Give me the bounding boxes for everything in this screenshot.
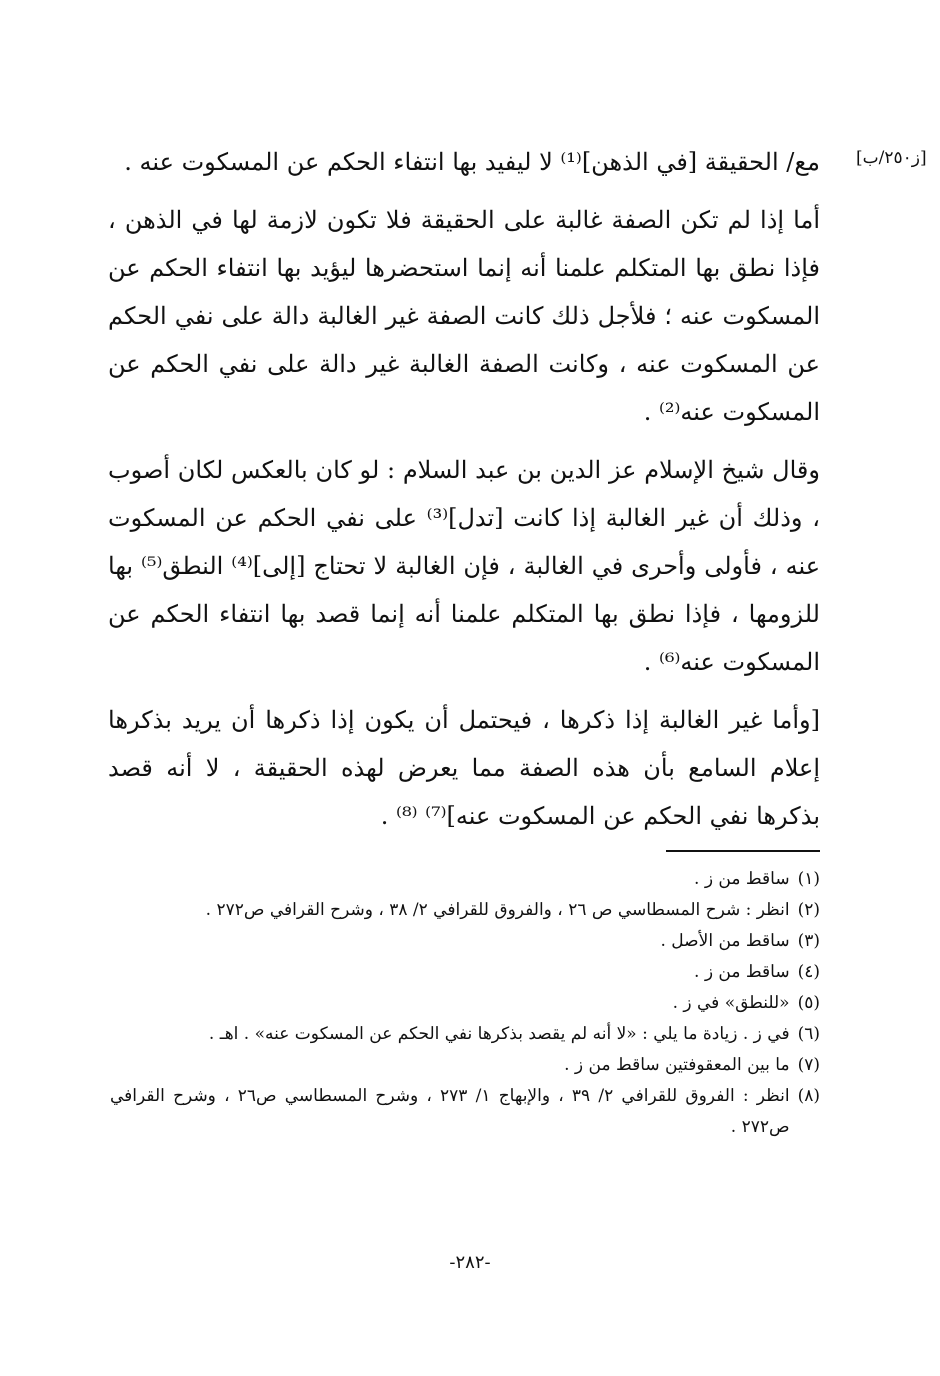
paragraph: [وأما غير الغالبة إذا ذكرها ، فيحتمل أن يكون إذا ذكرها أن يريد بذكرها إعلام السامع بأن هذه الصفة مما يعرض لهذه الحقيقة ، لا أنه قصد بذكرها نفي الحكم عن المسكوت عنه]⁽⁷⁾ ⁽⁸⁾ . — [108, 706, 820, 830]
footnote — [110, 1019, 820, 1050]
footnote-number: (٧) — [797, 1055, 820, 1075]
footnote-number: (٥) — [797, 993, 820, 1013]
footnote-number: (١) — [797, 869, 820, 889]
footnote — [110, 864, 820, 895]
paragraph: وقال شيخ الإسلام عز الدين بن عبد السلام : لو كان بالعكس لكان أصوب ، وذلك أن غير الغالبة إذا كانت [تدل]⁽³⁾ على نفي الحكم عن المسكوت عنه ، فأولى وأحرى في الغالبة ، فإن الغالبة لا تحتاج [إلى]⁽⁴⁾ النطق⁽⁵⁾ بها للزومها ، فإذا نطق بها المتكلم علمنا أنه إنما قصد بها انتفاء الحكم عن المسكوت عنه⁽⁶⁾ . — [108, 456, 821, 676]
footnote-number: (٨) — [797, 1086, 820, 1106]
paragraph: أما إذا لم تكن الصفة غالبة على الحقيقة فلا تكون لازمة لها في الذهن ، فإذا نطق بها المتكلم علمنا أنه إنما استحضرها ليؤيد بها انتفاء الحكم عن المسكوت عنه ؛ فلأجل ذلك كانت الصفة غير الغالبة دالة على نفي الحكم عن المسكوت عنه ، وكانت الصفة الغالبة غير دالة على نفي الحكم عن المسكوت عنه⁽²⁾ . — [108, 206, 820, 426]
main-text — [108, 138, 820, 840]
footnote — [110, 957, 820, 988]
footnote-text: ساقط من الأصل . — [660, 931, 790, 951]
footnote-text: ساقط من ز . — [694, 962, 790, 982]
footnote — [110, 895, 820, 926]
footnote-text: انظر : الفروق للقرافي ٢/ ٣٩ ، والإبهاج ١/ ٢٧٣ ، وشرح المسطاسي ص٢٦ ، وشرح القرافي ص٢٧٢ . — [110, 1086, 790, 1137]
footnote-number: (٤) — [797, 962, 820, 982]
manuscript-margin-reference: [ز٢٥٠/ب] — [856, 148, 927, 168]
footnote-text: ما بين المعقوفتين ساقط من ز . — [564, 1055, 790, 1075]
footnote — [110, 1050, 820, 1081]
paragraph: مع/ الحقيقة [في الذهن]⁽¹⁾ لا ليفيد بها انتفاء الحكم عن المسكوت عنه . — [124, 148, 820, 176]
footnote-text: ساقط من ز . — [694, 869, 790, 889]
footnote-text: «للنطق» في ز . — [672, 993, 790, 1013]
page-number: -٢٨٢- — [449, 1252, 491, 1273]
footnotes — [110, 864, 820, 1143]
footnote — [110, 988, 820, 1019]
footnote-number: (٦) — [797, 1024, 820, 1044]
footnote-separator — [666, 850, 820, 852]
footnote — [110, 1081, 820, 1143]
footnote-text: انظر : شرح المسطاسي ص ٢٦ ، والفروق للقرافي ٢/ ٣٨ ، وشرح القرافي ص٢٧٢ . — [205, 900, 790, 920]
footnote — [110, 926, 820, 957]
footnote-number: (٣) — [797, 931, 820, 951]
footnote-text: في ز . زيادة ما يلي : «لا أنه لم يقصد بذكرها نفي الحكم عن المسكوت عنه» . اهـ . — [208, 1024, 790, 1044]
footnote-number: (٢) — [797, 900, 820, 920]
